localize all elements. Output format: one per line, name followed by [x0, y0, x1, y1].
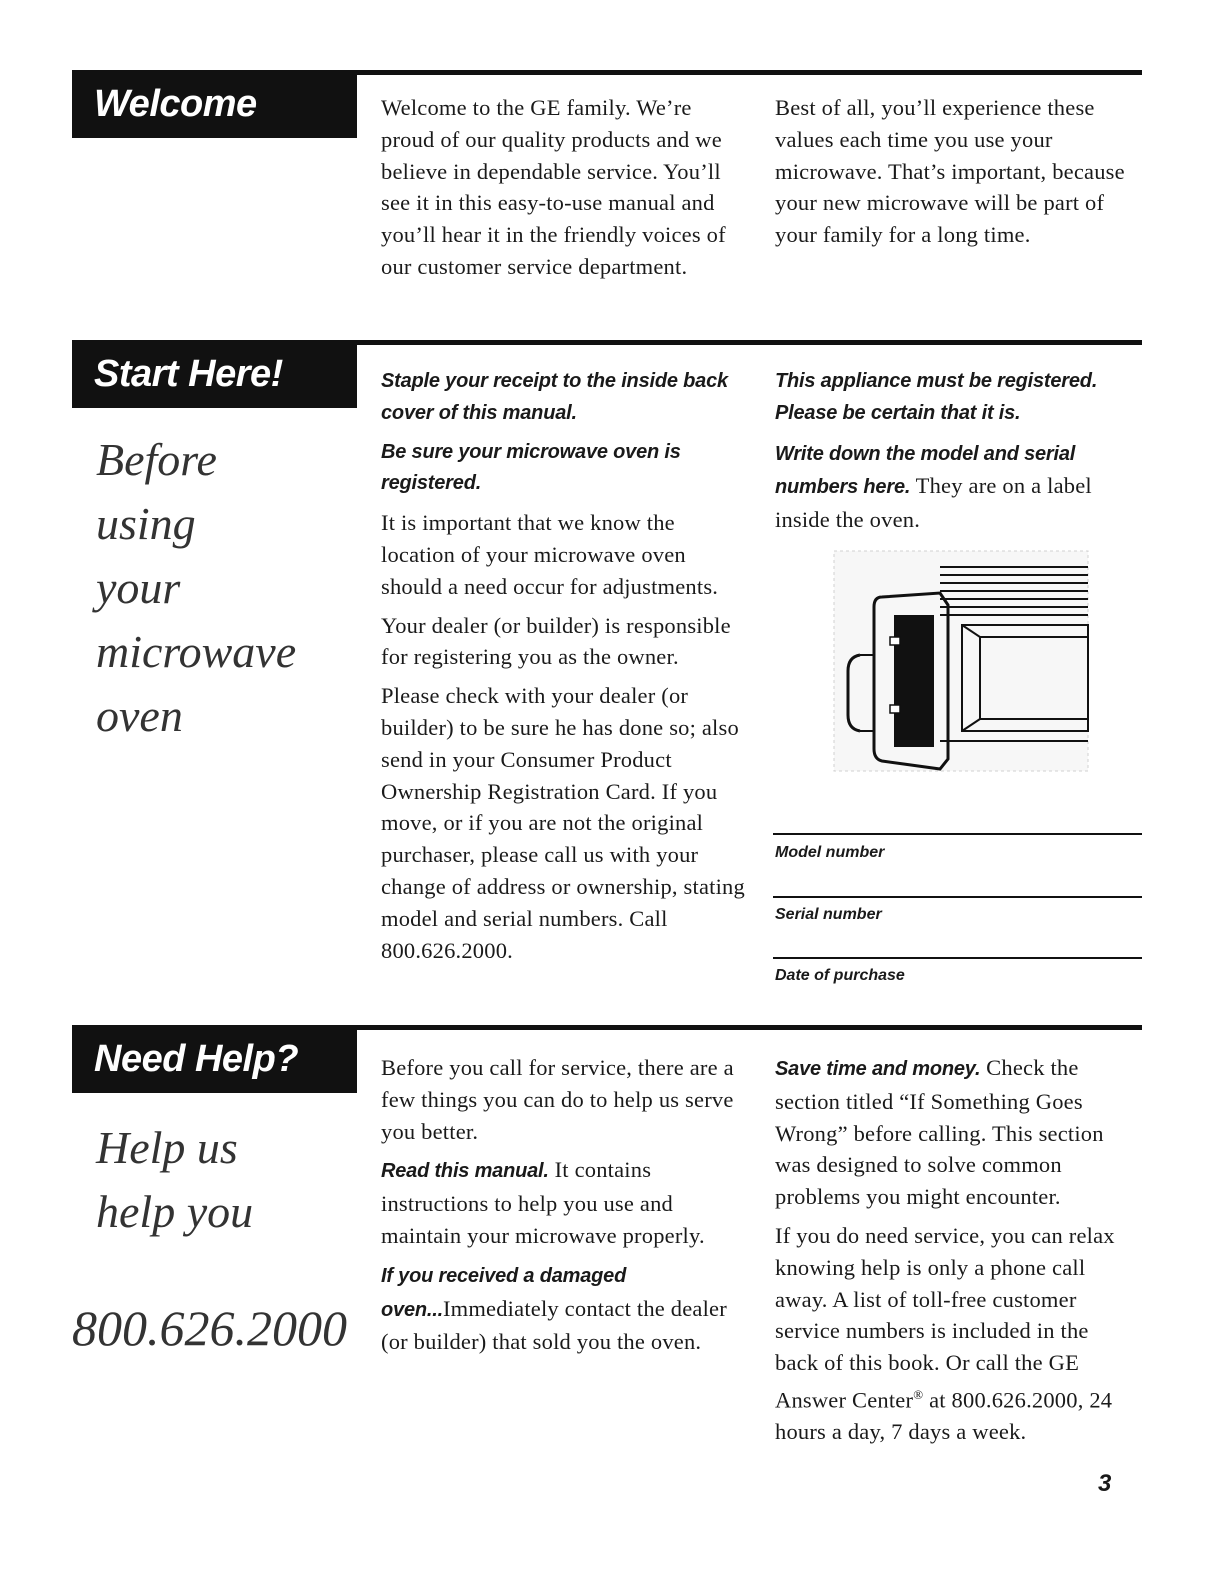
help-col-2 [775, 1052, 1125, 1455]
help-col-1 [381, 1052, 753, 1365]
welcome-tab: Welcome [72, 70, 357, 138]
script-line-help-you: help you [96, 1186, 254, 1237]
write-down-heading: Write down the model and serial numbers here. [775, 442, 1076, 499]
must-register-heading: This appliance must be registered. Please be certain that it is. [775, 370, 1098, 424]
staple-receipt-heading: Staple your receipt to the inside back cover of this manual. [381, 370, 728, 424]
script-line-help-us: Help us [96, 1122, 238, 1173]
registered-heading: Be sure your microwave oven is registered. [381, 440, 681, 495]
save-time-text: Check the section titled “If Something Goes Wrong” before calling. This section was designed to solve common problems you might encounter. [775, 1055, 1104, 1210]
help-phone-number: 800.626.2000 [72, 1300, 347, 1356]
script-line-using: using [96, 498, 196, 549]
model-number-label: Model number [775, 844, 885, 861]
service-text-end: at 800.626.2000, 24 hours a day, 7 days a week. [775, 1387, 1113, 1445]
read-manual-heading: Read this manual. [381, 1160, 549, 1183]
welcome-text-2: Best of all, you’ll experience these values each time you use your microwave. That’s important, because your new microwave will be part of your family for a long time. [775, 95, 1125, 248]
service-text: If you do need service, you can relax knowing help is only a phone call away. A list of toll-free customer service numbers is included in the back of this book. Or call the GE Answer Center [775, 1222, 1115, 1413]
purchase-date-line [773, 957, 1142, 959]
registration-text-3: Please check with your dealer (or builder) to be sure he has done so; also send in your Consumer Product Ownership Registration Card. If you move, or if you are not the original purchaser, please call us with your change of address or ownership, stating model and serial numbers. Call 800.626.2000. [381, 683, 745, 963]
welcome-col-1 [381, 92, 746, 290]
serial-number-label: Serial number [775, 906, 882, 923]
start-tab: Start Here! [72, 340, 357, 408]
help-script-heading [96, 1116, 253, 1244]
registered-mark: ® [913, 1386, 924, 1402]
serial-number-line [773, 896, 1142, 898]
damaged-oven-heading: If you received a damaged oven... [381, 1264, 627, 1321]
start-col-1 [381, 366, 751, 973]
welcome-col-2 [775, 92, 1145, 258]
damaged-oven-text: Immediately contact the dealer (or builder) that sold you the oven. [381, 1295, 727, 1355]
page-number: 3 [1098, 1470, 1112, 1497]
start-col-2 [775, 366, 1137, 536]
script-line-before: Before [96, 434, 217, 485]
script-line-microwave: microwave [96, 626, 297, 677]
purchase-date-label: Date of purchase [775, 967, 905, 984]
start-script-heading [96, 428, 296, 748]
registration-text-1: It is important that we know the location of your microwave oven should a need occur for adjustments. [381, 510, 719, 599]
microwave-illustration [830, 545, 1092, 775]
save-time-heading: Save time and money. [775, 1058, 981, 1080]
script-line-oven: oven [96, 690, 183, 741]
read-manual-text: It contains instructions to help you use and maintain your microwave properly. [381, 1157, 705, 1248]
help-tab: Need Help? [72, 1025, 357, 1093]
model-number-line [773, 833, 1142, 835]
before-service-text: Before you call for service, there are a few things you can do to help us serve you better. [381, 1055, 734, 1144]
label-location-text: They are on a label inside the oven. [775, 473, 1092, 533]
welcome-text-1: Welcome to the GE family. We’re proud of our quality products and we believe in dependable service. You’ll see it in this easy-to-use manual and you’ll hear it in the friendly voices of our customer service department. [381, 95, 726, 279]
script-line-your: your [96, 562, 181, 613]
registration-text-2: Your dealer (or builder) is responsible for registering you as the owner. [381, 612, 731, 670]
